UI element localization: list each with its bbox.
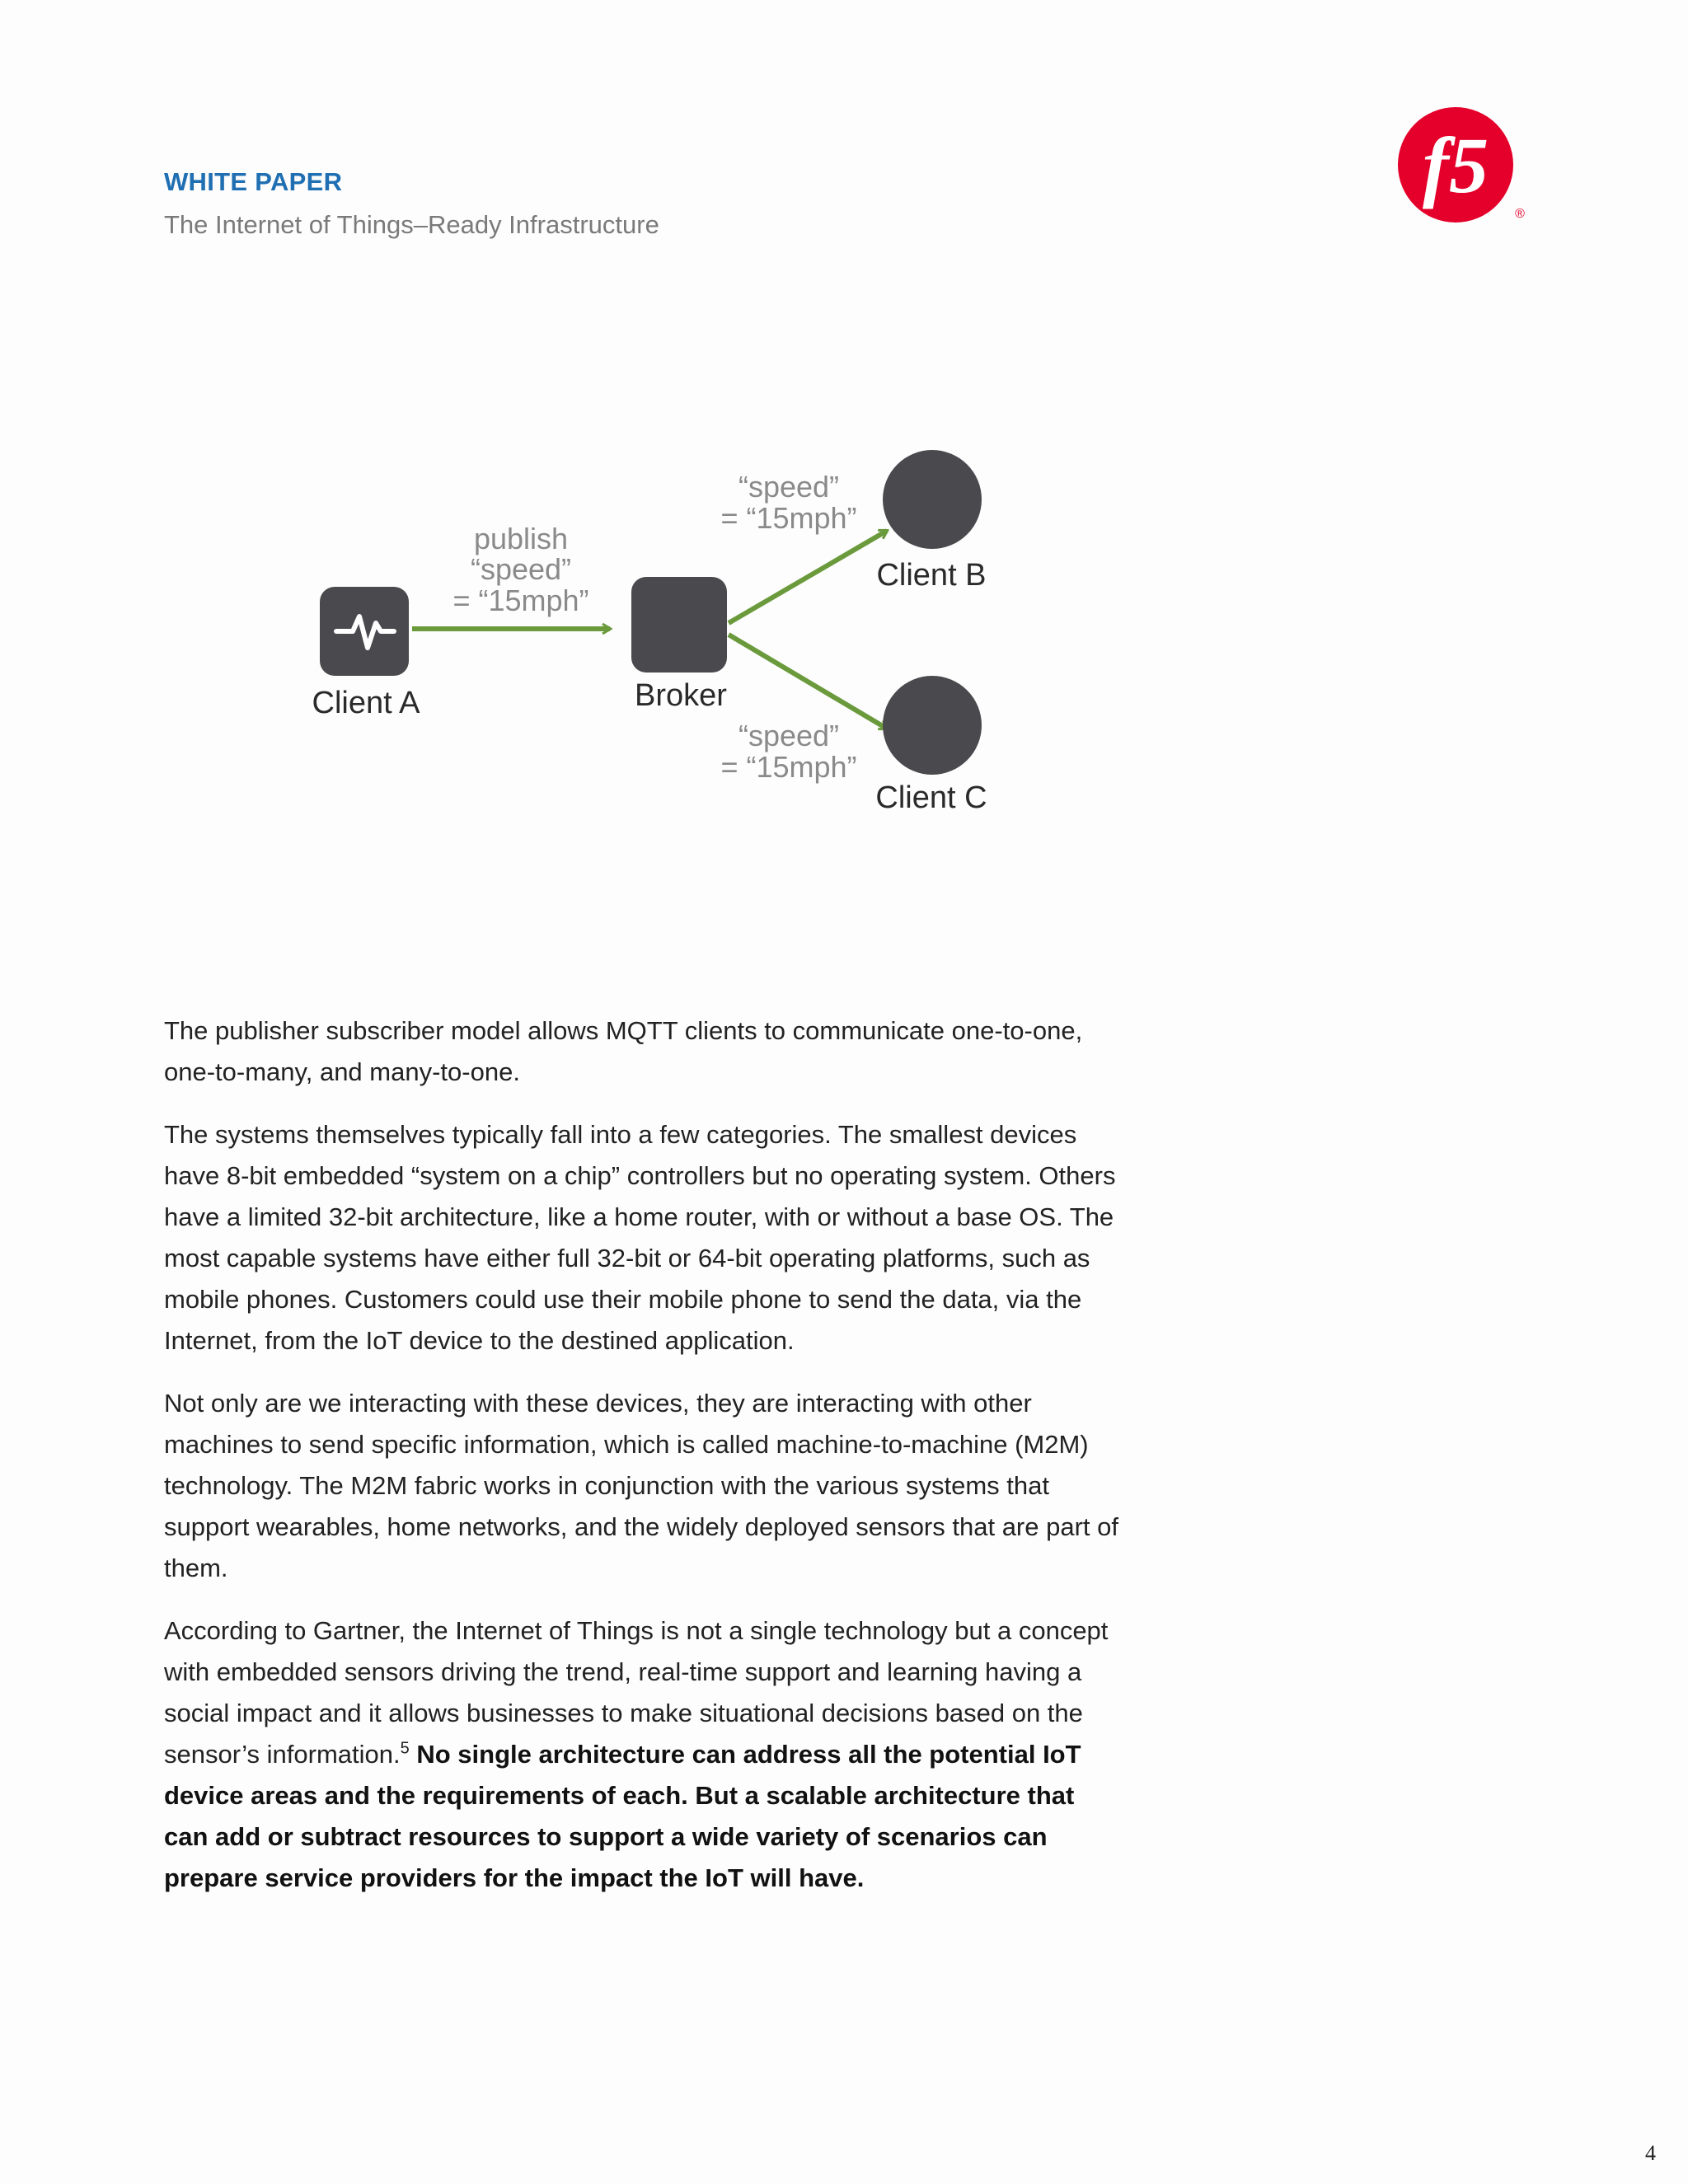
document-title: The Internet of Things–Ready Infrastructure — [164, 210, 659, 239]
client-b-node — [883, 450, 982, 549]
publish-label-line3: = “15mph” — [452, 583, 589, 617]
f5-logo — [1395, 105, 1526, 229]
registered-mark: ® — [1515, 207, 1525, 221]
paragraph-3: Not only are we interacting with these devices, they are interacting with other machines to send specific information, which is called machine-to-machine (M2M) technology. The M2M fabric works in conjunction with the various systems that support wearables, home networks, and the widely deployed sensors that are part of them. — [164, 1389, 1118, 1582]
body-content — [164, 1010, 1120, 1920]
publish-label-line1: publish — [473, 522, 569, 555]
client-b-edge-label-line2: = “15mph” — [720, 501, 857, 535]
client-c-label: Client C — [875, 780, 987, 815]
broker-node — [631, 577, 727, 673]
paragraph-4-text: According to Gartner, the Internet of Things is not a single technology but a concept with embedded sensors driving the trend, real-time support and learning having a social impact and it allows businesses to make situational decisions based on the sensor’s information. — [164, 1616, 1109, 1769]
document-type-label: WHITE PAPER — [164, 167, 343, 196]
mqtt-diagram — [280, 429, 1022, 841]
client-b-label: Client B — [876, 558, 987, 593]
edge-to-client-c — [729, 635, 887, 729]
paragraph-2: The systems themselves typically fall into a few categories. The smallest devices have 8-bit embedded “system on a chip” controllers but no operating system. Others have a limited 32-bit architecture, like a home router, with or without a base OS. The most capable systems have either full 32-bit or 64-bit operating platforms, such as mobile phones. Customers could use their mobile phone to send the data, via the Internet, from the IoT device to the destined application. — [164, 1120, 1116, 1355]
client-b-edge-label-line1: “speed” — [738, 470, 840, 504]
paragraph-1: The publisher subscriber model allows MQTT clients to communicate one-to-one, one-to-many, and many-to-one. — [164, 1016, 1083, 1086]
client-c-edge-label-line1: “speed” — [738, 719, 840, 752]
paragraph-4-emphasis: No single architecture can address all the potential IoT device areas and the requirements of each. But a scalable architecture that can add or subtract resources to support a wide variety of scenarios can prepare service providers for the impact the IoT will have. — [164, 1740, 1081, 1892]
f5-logo-text: f5 — [1423, 121, 1489, 209]
footnote-ref: 5 — [400, 1739, 410, 1758]
publish-label-line2: “speed” — [470, 552, 572, 586]
client-c-node — [883, 676, 982, 775]
client-a-label: Client A — [312, 686, 420, 720]
broker-label: Broker — [635, 678, 727, 713]
page-number: 4 — [1645, 2141, 1656, 2165]
client-c-edge-label-line2: = “15mph” — [720, 750, 857, 784]
client-a-node — [320, 587, 409, 676]
edge-to-client-b — [729, 531, 887, 623]
paragraph-4 — [164, 1610, 1120, 1899]
